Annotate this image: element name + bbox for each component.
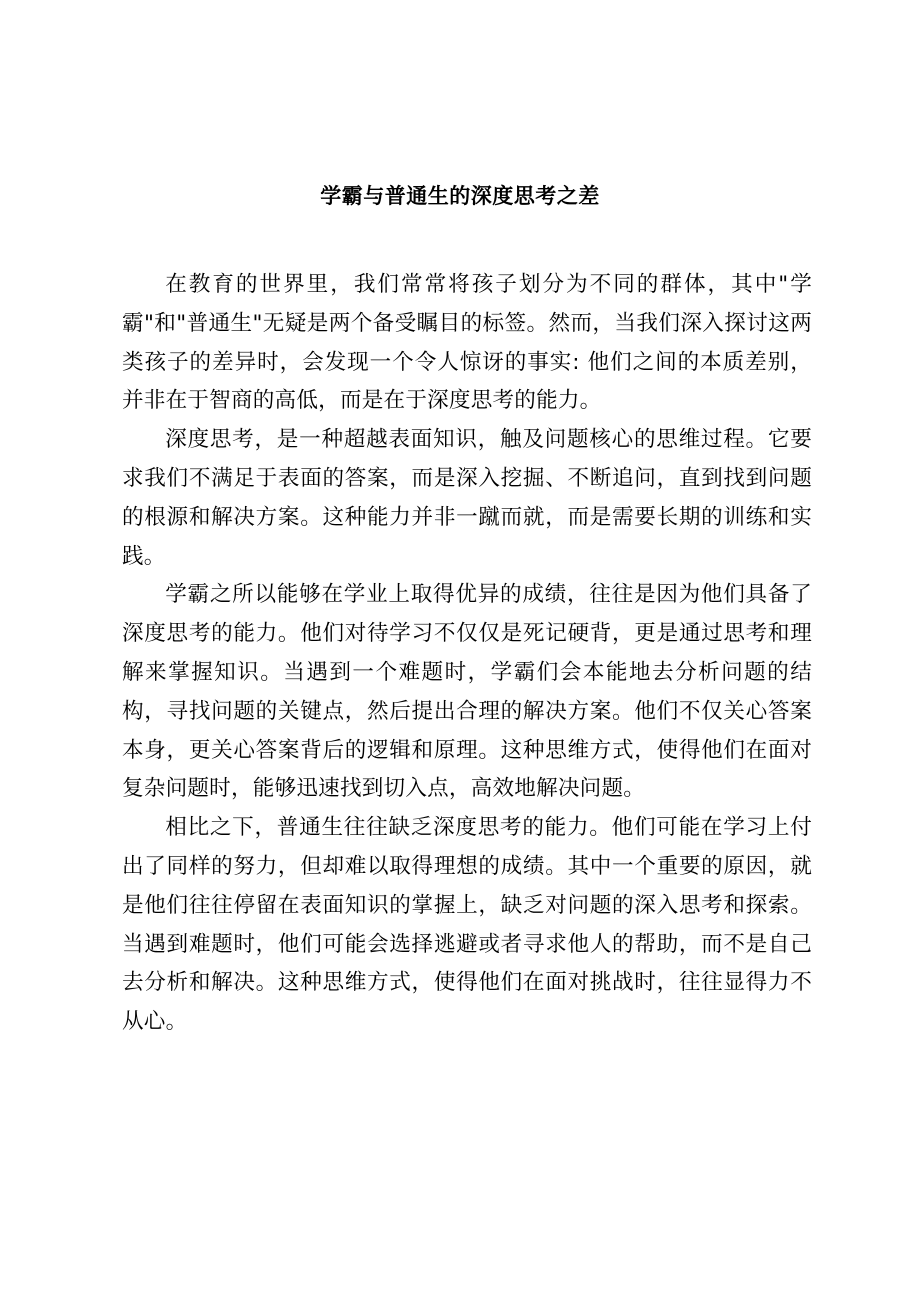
paragraph-2: 深度思考，是一种超越表面知识，触及问题核心的思维过程。它要求我们不满足于表面的答案，而是深入挖掘、不断追问，直到找到问题的根源和解决方案。这种能力并非一蹴而就，而是需要长期的训练和实践。 xyxy=(122,427,812,569)
document-body xyxy=(122,266,812,1042)
paragraph-3: 学霸之所以能够在学业上取得优异的成绩，往往是因为他们具备了深度思考的能力。他们对待学习不仅仅是死记硬背，更是通过思考和理解来掌握知识。当遇到一个难题时，学霸们会本能地去分析问题的结构，寻找问题的关键点，然后提出合理的解决方案。他们不仅关心答案本身，更关心答案背后的逻辑和原理。这种思维方式，使得他们在面对复杂问题时，能够迅速找到切入点，高效地解决问题。 xyxy=(122,582,812,802)
paragraph-4: 相比之下，普通生往往缺乏深度思考的能力。他们可能在学习上付出了同样的努力，但却难以取得理想的成绩。其中一个重要的原因，就是他们往往停留在表面知识的掌握上，缺乏对问题的深入思考和探索。当遇到难题时，他们可能会选择逃避或者寻求他人的帮助，而不是自己去分析和解决。这种思维方式，使得他们在面对挑战时，往往显得力不从心。 xyxy=(122,815,812,1035)
document-title: 学霸与普通生的深度思考之差 xyxy=(320,184,600,208)
paragraph-1: 在教育的世界里，我们常常将孩子划分为不同的群体，其中"学霸"和"普通生"无疑是两个备受瞩目的标签。然而，当我们深入探讨这两类孩子的差异时，会发现一个令人惊讶的事实: 他们之间的本质差别，并非在于智商的高低，而是在于深度思考的能力。 xyxy=(122,272,812,414)
